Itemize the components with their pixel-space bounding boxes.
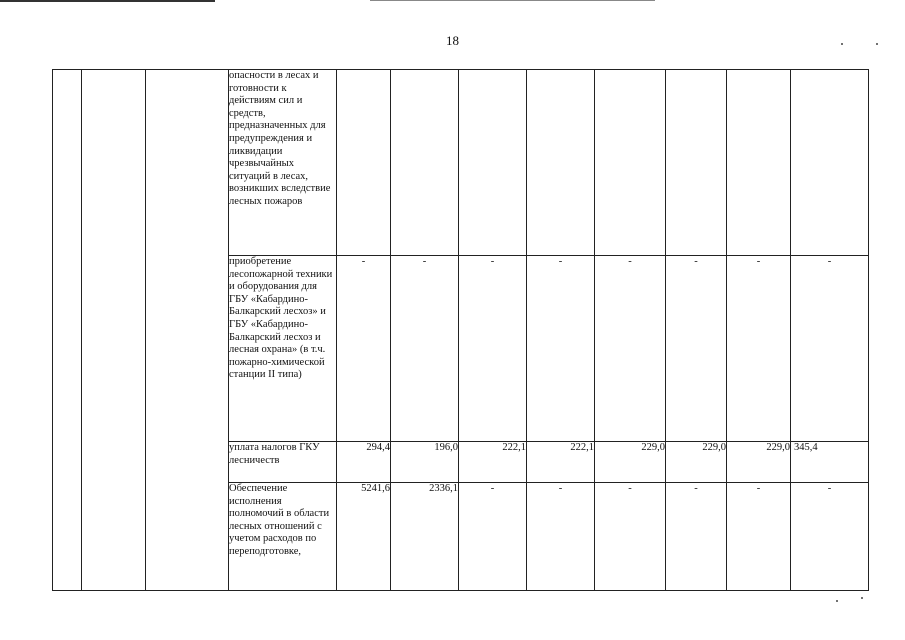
- page-number: 18: [446, 33, 459, 48]
- value-cell: [391, 70, 459, 256]
- empty-cell-num: [53, 70, 82, 591]
- value-cell: -: [595, 256, 666, 442]
- value-cell: 5241,6: [337, 483, 391, 591]
- value-cell: 294,4: [337, 442, 391, 483]
- table-row: [53, 70, 869, 256]
- value-cell: 229,0: [666, 442, 727, 483]
- value-cell: -: [666, 256, 727, 442]
- scan-speck: [836, 600, 838, 602]
- value-cell: -: [527, 256, 595, 442]
- value-cell: -: [459, 483, 527, 591]
- scan-speck: [876, 43, 878, 45]
- value-cell: -: [791, 483, 869, 591]
- value-cell: -: [459, 256, 527, 442]
- value-cell: [527, 70, 595, 256]
- empty-cell-name: [82, 70, 146, 591]
- row-description: приобретение лесопожарной техники и оборудования для ГБУ «Кабардино-Балкарский лесхоз» и ГБУ «Кабардино-Балкарский лесхоз и лесная охрана» (в т.ч. пожарно-химической станции II типа): [229, 256, 337, 442]
- value-cell: -: [666, 483, 727, 591]
- value-cell: 222,1: [459, 442, 527, 483]
- value-cell: 196,0: [391, 442, 459, 483]
- value-cell: -: [727, 483, 791, 591]
- value-cell: -: [337, 256, 391, 442]
- value-cell: -: [527, 483, 595, 591]
- scan-edge-line-left: [0, 0, 215, 2]
- value-cell: [459, 70, 527, 256]
- row-description: Обеспечение исполнения полномочий в области лесных отношений с учетом расходов по переподготовке,: [229, 483, 337, 591]
- value-cell: [666, 70, 727, 256]
- scan-edge-line-right: [370, 0, 655, 1]
- row-description: опасности в лесах и готовности к действиям сил и средств, предназначенных для предупреждения и ликвидации чрезвычайных ситуаций в лесах, возникших вследствие лесных пожаров: [229, 70, 337, 256]
- value-cell: -: [391, 256, 459, 442]
- empty-cell-source: [146, 70, 229, 591]
- value-cell: 2336,1: [391, 483, 459, 591]
- value-cell: 345,4: [791, 442, 869, 483]
- value-cell: 222,1: [527, 442, 595, 483]
- value-cell: [595, 70, 666, 256]
- value-cell: [791, 70, 869, 256]
- value-cell: 229,0: [595, 442, 666, 483]
- row-description: уплата налогов ГКУ лесничеств: [229, 442, 337, 483]
- scan-speck: [841, 43, 843, 45]
- value-cell: -: [595, 483, 666, 591]
- value-cell: -: [791, 256, 869, 442]
- scan-speck: [861, 597, 863, 599]
- value-cell: [337, 70, 391, 256]
- document-table: [52, 69, 869, 591]
- value-cell: -: [727, 256, 791, 442]
- value-cell: 229,0: [727, 442, 791, 483]
- value-cell: [727, 70, 791, 256]
